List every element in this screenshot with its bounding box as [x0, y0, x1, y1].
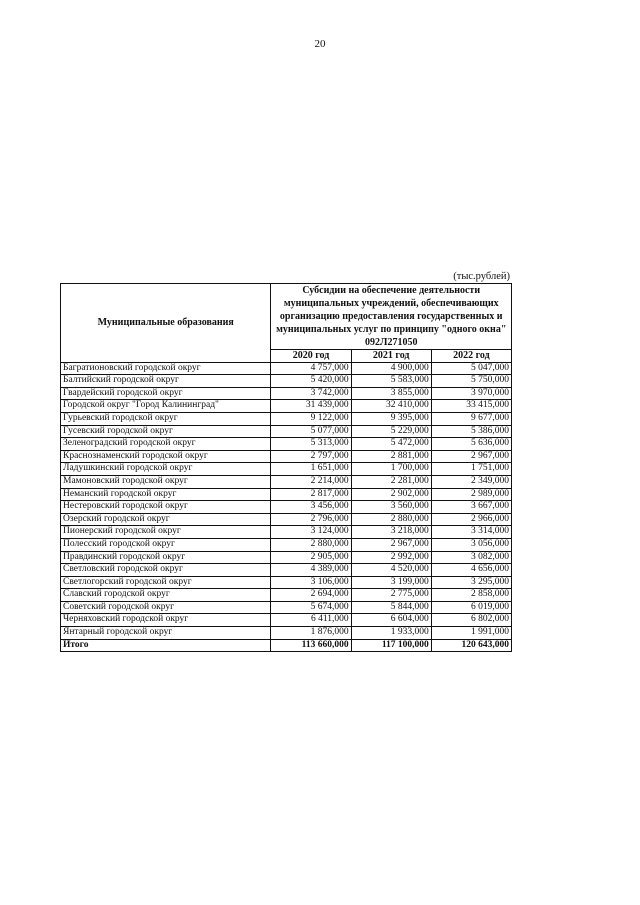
municipality-name: Гвардейский городской округ — [61, 387, 271, 400]
municipality-name: Полесский городской округ — [61, 538, 271, 551]
value-2022: 3 056,000 — [431, 538, 511, 551]
value-2021: 4 900,000 — [351, 362, 431, 375]
table-row — [61, 425, 512, 438]
value-2020: 3 742,000 — [271, 387, 351, 400]
value-2020: 2 797,000 — [271, 450, 351, 463]
value-2020: 2 817,000 — [271, 488, 351, 501]
value-2021: 2 775,000 — [351, 589, 431, 602]
value-2021: 3 199,000 — [351, 576, 431, 589]
table-body — [61, 362, 512, 652]
value-2022: 4 656,000 — [431, 564, 511, 577]
table-row — [61, 526, 512, 539]
municipality-name: Советский городской округ — [61, 601, 271, 614]
municipality-name: Янтарный городской округ — [61, 627, 271, 640]
municipality-name: Правдинский городской округ — [61, 551, 271, 564]
table-row — [61, 475, 512, 488]
value-2021: 2 902,000 — [351, 488, 431, 501]
table-row — [61, 551, 512, 564]
value-2021: 4 520,000 — [351, 564, 431, 577]
value-2021: 2 880,000 — [351, 513, 431, 526]
value-2022: 5 047,000 — [431, 362, 511, 375]
table-row — [61, 488, 512, 501]
municipality-name: Зеленоградский городской округ — [61, 438, 271, 451]
value-2022: 3 667,000 — [431, 501, 511, 514]
value-2022: 1 991,000 — [431, 627, 511, 640]
total-label: Итого — [61, 639, 271, 652]
table-row — [61, 375, 512, 388]
table-row — [61, 601, 512, 614]
value-2022: 6 802,000 — [431, 614, 511, 627]
table-row — [61, 576, 512, 589]
municipality-name: Светловский городской округ — [61, 564, 271, 577]
value-2022: 5 386,000 — [431, 425, 511, 438]
value-2020: 3 106,000 — [271, 576, 351, 589]
subsidy-table — [60, 283, 512, 652]
value-2020: 5 313,000 — [271, 438, 351, 451]
subsidy-column-header: Субсидии на обеспечение деятельности муниципальных учреждений, обеспечивающих организацию предоставления государственных и муниципальных услуг по принципу "одного окна" 092Л271050 — [271, 284, 512, 350]
municipality-name: Черняховский городской округ — [61, 614, 271, 627]
total-value-2021: 117 100,000 — [351, 639, 431, 652]
total-value-2020: 113 660,000 — [271, 639, 351, 652]
table-row — [61, 362, 512, 375]
table-row — [61, 450, 512, 463]
municipality-column-header: Муниципальные образования — [61, 284, 271, 363]
value-2021: 6 604,000 — [351, 614, 431, 627]
value-2021: 5 583,000 — [351, 375, 431, 388]
value-2021: 2 881,000 — [351, 450, 431, 463]
table-row — [61, 627, 512, 640]
page-number: 20 — [314, 38, 326, 50]
table-row — [61, 589, 512, 602]
table-row — [61, 387, 512, 400]
value-2022: 2 967,000 — [431, 450, 511, 463]
municipality-name: Балтийский городской округ — [61, 375, 271, 388]
year-header-2020: 2020 год — [271, 350, 351, 363]
total-row — [61, 639, 512, 652]
table-row — [61, 438, 512, 451]
value-2021: 32 410,000 — [351, 400, 431, 413]
value-2022: 1 751,000 — [431, 463, 511, 476]
value-2020: 2 880,000 — [271, 538, 351, 551]
value-2021: 2 992,000 — [351, 551, 431, 564]
table-row — [61, 400, 512, 413]
year-header-2022: 2022 год — [431, 350, 511, 363]
table-row — [61, 538, 512, 551]
value-2021: 3 855,000 — [351, 387, 431, 400]
table-row — [61, 463, 512, 476]
municipality-name: Светлогорский городской округ — [61, 576, 271, 589]
value-2022: 2 349,000 — [431, 475, 511, 488]
value-2020: 6 411,000 — [271, 614, 351, 627]
year-header-2021: 2021 год — [351, 350, 431, 363]
table-row — [61, 564, 512, 577]
municipality-name: Мамоновский городской округ — [61, 475, 271, 488]
value-2020: 9 122,000 — [271, 412, 351, 425]
value-2021: 2 967,000 — [351, 538, 431, 551]
value-2021: 5 844,000 — [351, 601, 431, 614]
value-2020: 2 796,000 — [271, 513, 351, 526]
value-2021: 5 229,000 — [351, 425, 431, 438]
municipality-name: Краснознаменский городской округ — [61, 450, 271, 463]
value-2020: 5 420,000 — [271, 375, 351, 388]
value-2022: 6 019,000 — [431, 601, 511, 614]
value-2022: 3 082,000 — [431, 551, 511, 564]
value-2020: 5 674,000 — [271, 601, 351, 614]
value-2021: 3 560,000 — [351, 501, 431, 514]
table-row — [61, 614, 512, 627]
table-row — [61, 513, 512, 526]
municipality-name: Пионерский городской округ — [61, 526, 271, 539]
value-2020: 31 439,000 — [271, 400, 351, 413]
value-2022: 2 858,000 — [431, 589, 511, 602]
total-value-2022: 120 643,000 — [431, 639, 511, 652]
value-2020: 1 651,000 — [271, 463, 351, 476]
municipality-name: Городской округ "Город Калининград" — [61, 400, 271, 413]
table-row — [61, 412, 512, 425]
value-2021: 9 395,000 — [351, 412, 431, 425]
municipality-name: Нестеровский городской округ — [61, 501, 271, 514]
value-2021: 5 472,000 — [351, 438, 431, 451]
value-2020: 2 905,000 — [271, 551, 351, 564]
value-2021: 1 933,000 — [351, 627, 431, 640]
value-2020: 2 694,000 — [271, 589, 351, 602]
value-2020: 4 757,000 — [271, 362, 351, 375]
value-2021: 3 218,000 — [351, 526, 431, 539]
table-row — [61, 501, 512, 514]
value-2020: 4 389,000 — [271, 564, 351, 577]
value-2022: 2 966,000 — [431, 513, 511, 526]
units-note: (тыс.рублей) — [453, 271, 510, 282]
municipality-name: Гурьевский городской округ — [61, 412, 271, 425]
value-2022: 5 636,000 — [431, 438, 511, 451]
municipality-name: Гусевский городской округ — [61, 425, 271, 438]
municipality-name: Озерский городской округ — [61, 513, 271, 526]
municipality-name: Славский городской округ — [61, 589, 271, 602]
value-2020: 3 124,000 — [271, 526, 351, 539]
value-2022: 3 314,000 — [431, 526, 511, 539]
value-2022: 2 989,000 — [431, 488, 511, 501]
value-2022: 3 295,000 — [431, 576, 511, 589]
value-2020: 5 077,000 — [271, 425, 351, 438]
value-2022: 33 415,000 — [431, 400, 511, 413]
value-2021: 1 700,000 — [351, 463, 431, 476]
municipality-name: Неманский городской округ — [61, 488, 271, 501]
value-2020: 1 876,000 — [271, 627, 351, 640]
value-2020: 3 456,000 — [271, 501, 351, 514]
value-2022: 5 750,000 — [431, 375, 511, 388]
value-2021: 2 281,000 — [351, 475, 431, 488]
value-2020: 2 214,000 — [271, 475, 351, 488]
municipality-name: Ладушкинский городской округ — [61, 463, 271, 476]
value-2022: 9 677,000 — [431, 412, 511, 425]
value-2022: 3 970,000 — [431, 387, 511, 400]
municipality-name: Багратионовский городской округ — [61, 362, 271, 375]
